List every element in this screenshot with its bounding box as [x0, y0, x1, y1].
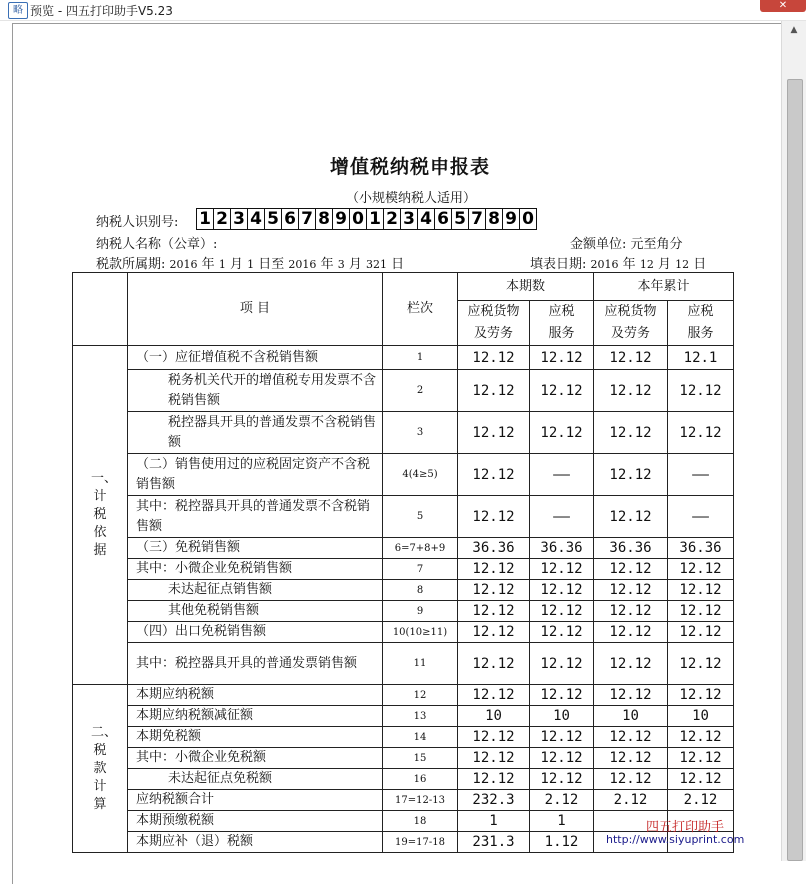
- fill-date-month-label: 月: [657, 257, 671, 272]
- row-value-cell: 1: [458, 811, 530, 832]
- row-value-cell: 12.12: [458, 370, 530, 412]
- header-item: 项 目: [128, 273, 383, 346]
- fill-date-year-label: 年: [622, 257, 636, 272]
- table-row: [73, 790, 734, 811]
- vertical-scrollbar[interactable]: [781, 21, 806, 861]
- row-value-cell: 12.12: [668, 769, 734, 790]
- taxpayer-id-digit: 8: [316, 209, 333, 229]
- row-value-cell: 12.12: [458, 601, 530, 622]
- row-value-cell: 12.12: [668, 370, 734, 412]
- row-value-cell: 10: [530, 706, 594, 727]
- row-value-cell: 12.12: [594, 727, 668, 748]
- row-value-cell: 12.12: [594, 769, 668, 790]
- close-button[interactable]: ✕: [760, 0, 806, 12]
- row-item-label: 其中：小微企业免税额: [128, 748, 383, 769]
- row-item-label: 其中：税控器具开具的普通发票不含税销售额: [128, 496, 383, 538]
- row-item-label: 其中：税控器具开具的普通发票销售额: [128, 643, 383, 685]
- form-subtitle: （小规模纳税人适用）: [346, 191, 477, 206]
- row-value-cell: 12.12: [594, 748, 668, 769]
- row-item-label: 未达起征点销售额: [128, 580, 383, 601]
- row-value-cell: 36.36: [594, 538, 668, 559]
- row-item-label: 本期预缴税额: [128, 811, 383, 832]
- row-value-cell: 12.12: [530, 601, 594, 622]
- row-value-cell: 12.12: [594, 643, 668, 685]
- row-column-no: 15: [383, 748, 458, 769]
- header-goods-services: [458, 301, 530, 346]
- row-value-cell: 12.12: [458, 412, 530, 454]
- row-value-cell: 12.12: [594, 454, 668, 496]
- row-value-cell: 36.36: [668, 538, 734, 559]
- taxpayer-id-digit: 0: [522, 209, 534, 229]
- row-value-cell: 12.12: [530, 622, 594, 643]
- row-value-cell: 12.12: [530, 412, 594, 454]
- fill-date-month: 12: [639, 258, 654, 271]
- window-title: 预览 - 四五打印助手V5.23: [30, 4, 173, 18]
- header-ytd-goods-services: [594, 301, 668, 346]
- taxpayer-id-digit: 9: [503, 209, 520, 229]
- taxpayer-id-digit: 2: [214, 209, 231, 229]
- row-value-cell: 12.12: [594, 580, 668, 601]
- row-column-no: 13: [383, 706, 458, 727]
- row-value-cell: 12.12: [668, 643, 734, 685]
- fill-date: [530, 253, 706, 272]
- row-value-cell: ——: [668, 496, 734, 538]
- row-value-cell: 2.12: [530, 790, 594, 811]
- row-value-cell: 12.12: [594, 622, 668, 643]
- row-value-cell: 12.12: [594, 559, 668, 580]
- taxpayer-id-digit: 5: [452, 209, 469, 229]
- row-value-cell: 12.12: [594, 346, 668, 370]
- row-value-cell: 36.36: [458, 538, 530, 559]
- header-ytd-services-line2: 服务: [687, 326, 714, 341]
- header-services-line1: 应税: [548, 304, 575, 319]
- row-item-label: 税务机关代开的增值税专用发票不含税销售额: [128, 370, 383, 412]
- row-column-no: 10(10≥11): [383, 622, 458, 643]
- row-value-cell: 12.12: [594, 412, 668, 454]
- row-value-cell: 12.12: [668, 727, 734, 748]
- row-value-cell: 12.12: [530, 727, 594, 748]
- row-item-label: 税控器具开具的普通发票不含税销售额: [128, 412, 383, 454]
- row-item-label: （一）应征增值税不含税销售额: [128, 346, 383, 370]
- row-value-cell: 12.12: [530, 370, 594, 412]
- row-value-cell: 12.12: [530, 580, 594, 601]
- header-ytd-services-line1: 应税: [687, 304, 714, 319]
- row-value-cell: 12.12: [668, 622, 734, 643]
- taxpayer-id-digit: 6: [435, 209, 452, 229]
- tax-period-end-month: 3: [337, 258, 345, 271]
- row-value-cell: 2.12: [668, 790, 734, 811]
- taxpayer-id-digit: 9: [333, 209, 350, 229]
- table-row: [73, 811, 734, 832]
- section-label-text: 二、税款计算: [91, 724, 118, 812]
- row-item-label: （三）免税销售额: [128, 538, 383, 559]
- section-label: [73, 685, 128, 853]
- row-item-label: 应纳税额合计: [128, 790, 383, 811]
- taxpayer-id-digit: 3: [401, 209, 418, 229]
- row-value-cell: 10: [458, 706, 530, 727]
- tax-period-end-year: 2016: [288, 258, 317, 271]
- table-row: [73, 454, 734, 496]
- tax-period-start-day: 1: [247, 258, 255, 271]
- taxpayer-id-digit: 1: [197, 209, 214, 229]
- fill-date-year: 2016: [590, 258, 619, 271]
- header-ytd-goods-services-line2: 及劳务: [610, 326, 650, 341]
- row-item-label: 其他免税销售额: [128, 601, 383, 622]
- table-row: [73, 559, 734, 580]
- row-column-no: 18: [383, 811, 458, 832]
- row-value-cell: 12.12: [458, 346, 530, 370]
- row-item-label: 其中：小微企业免税销售额: [128, 559, 383, 580]
- table-row: [73, 538, 734, 559]
- taxpayer-name-label: 纳税人名称（公章）:: [96, 237, 218, 252]
- row-column-no: 16: [383, 769, 458, 790]
- row-value-cell: 12.12: [594, 685, 668, 706]
- row-value-cell: 12.12: [668, 412, 734, 454]
- table-row: [73, 496, 734, 538]
- watermark-text: 四五打印助手: [646, 820, 725, 835]
- row-value-cell: 12.12: [530, 559, 594, 580]
- header-current-period: 本期数: [458, 273, 594, 301]
- tax-return-table: [72, 272, 734, 853]
- taxpayer-id-digit: 3: [231, 209, 248, 229]
- table-row: [73, 727, 734, 748]
- section-label: [73, 346, 128, 685]
- row-value-cell: 12.12: [458, 622, 530, 643]
- row-value-cell: 12.1: [668, 346, 734, 370]
- row-value-cell: 12.12: [530, 748, 594, 769]
- header-goods-services-line2: 及劳务: [473, 326, 513, 341]
- row-value-cell: 12.12: [458, 685, 530, 706]
- row-value-cell: 1.12: [530, 832, 594, 853]
- row-value-cell: 12.12: [594, 496, 668, 538]
- tax-period-end-day: 321: [366, 258, 388, 271]
- row-value-cell: 36.36: [530, 538, 594, 559]
- header-services-line2: 服务: [548, 326, 575, 341]
- taxpayer-id-digit: 6: [282, 209, 299, 229]
- watermark-url: http://www.siyuprint.com: [606, 833, 745, 846]
- scroll-thumb[interactable]: [787, 79, 803, 861]
- tax-period-month-label-1: 月: [229, 257, 243, 272]
- row-value-cell: 232.3: [458, 790, 530, 811]
- header-ytd-goods-services-line1: 应税货物: [604, 304, 657, 319]
- tax-period-start-year: 2016: [169, 258, 198, 271]
- row-value-cell: 10: [668, 706, 734, 727]
- row-item-label: 本期应补（退）税额: [128, 832, 383, 853]
- tax-period-year-label-2: 年: [320, 257, 334, 272]
- app-icon: 略: [8, 2, 28, 19]
- table-row: [73, 706, 734, 727]
- table-row: [73, 580, 734, 601]
- row-column-no: 6=7+8+9: [383, 538, 458, 559]
- taxpayer-id-digit: 4: [248, 209, 265, 229]
- row-value-cell: 12.12: [458, 559, 530, 580]
- row-column-no: 4(4≥5): [383, 454, 458, 496]
- fill-date-prefix: 填表日期:: [530, 257, 587, 272]
- fill-date-day: 12: [675, 258, 690, 271]
- row-value-cell: 12.12: [530, 346, 594, 370]
- window-titlebar: [0, 0, 806, 21]
- tax-period-prefix: 税款所属期:: [96, 257, 166, 272]
- row-item-label: 本期应纳税额减征额: [128, 706, 383, 727]
- taxpayer-id-digit: 5: [265, 209, 282, 229]
- row-value-cell: 12.12: [594, 370, 668, 412]
- tax-period-start-month: 1: [218, 258, 226, 271]
- row-item-label: （四）出口免税销售额: [128, 622, 383, 643]
- row-value-cell: ——: [668, 454, 734, 496]
- row-column-no: 14: [383, 727, 458, 748]
- row-column-no: 17=12-13: [383, 790, 458, 811]
- row-value-cell: 12.12: [594, 601, 668, 622]
- row-value-cell: ——: [530, 496, 594, 538]
- row-item-label: 未达起征点免税额: [128, 769, 383, 790]
- row-value-cell: 2.12: [594, 790, 668, 811]
- header-year-to-date: 本年累计: [594, 273, 734, 301]
- header-services: [530, 301, 594, 346]
- tax-period: [96, 253, 404, 272]
- row-column-no: 8: [383, 580, 458, 601]
- taxpayer-id-boxes: [196, 208, 537, 230]
- row-column-no: 5: [383, 496, 458, 538]
- corner-cell: [73, 273, 128, 346]
- row-value-cell: 12.12: [668, 748, 734, 769]
- taxpayer-id-digit: 7: [299, 209, 316, 229]
- row-column-no: 12: [383, 685, 458, 706]
- row-value-cell: 12.12: [458, 748, 530, 769]
- row-value-cell: 12.12: [458, 643, 530, 685]
- section-label-text: 一、计税依据: [91, 471, 118, 558]
- table-row: [73, 643, 734, 685]
- tax-period-day-label-1: 日至: [258, 257, 285, 272]
- taxpayer-id-digit: 8: [486, 209, 503, 229]
- row-item-label: （二）销售使用过的应税固定资产不含税销售额: [128, 454, 383, 496]
- form-title: 增值税纳税申报表: [330, 156, 491, 178]
- row-value-cell: 12.12: [458, 496, 530, 538]
- row-column-no: 2: [383, 370, 458, 412]
- tax-period-month-label-2: 月: [348, 257, 362, 272]
- table-row: [73, 769, 734, 790]
- row-value-cell: 10: [594, 706, 668, 727]
- row-value-cell: ——: [530, 454, 594, 496]
- row-value-cell: 12.12: [458, 580, 530, 601]
- row-value-cell: 12.12: [458, 727, 530, 748]
- row-item-label: 本期应纳税额: [128, 685, 383, 706]
- header-column-no: 栏次: [383, 273, 458, 346]
- scroll-up-icon[interactable]: ▲: [790, 25, 798, 35]
- row-value-cell: 12.12: [458, 454, 530, 496]
- tax-period-year-label-1: 年: [201, 257, 215, 272]
- row-value-cell: 12.12: [458, 769, 530, 790]
- table-row: [73, 601, 734, 622]
- row-value-cell: 1: [530, 811, 594, 832]
- row-column-no: 1: [383, 346, 458, 370]
- row-value-cell: 231.3: [458, 832, 530, 853]
- amount-unit-label: 金额单位: 元至角分: [570, 237, 683, 252]
- taxpayer-id-digit: 4: [418, 209, 435, 229]
- taxpayer-id-digit: 7: [469, 209, 486, 229]
- row-value-cell: 12.12: [530, 643, 594, 685]
- table-row: [73, 748, 734, 769]
- fill-date-day-label: 日: [693, 257, 707, 272]
- row-column-no: 9: [383, 601, 458, 622]
- header-goods-services-line1: 应税货物: [467, 304, 520, 319]
- row-item-label: 本期免税额: [128, 727, 383, 748]
- row-column-no: 3: [383, 412, 458, 454]
- taxpayer-id-digit: 1: [367, 209, 384, 229]
- row-column-no: 11: [383, 643, 458, 685]
- row-column-no: 7: [383, 559, 458, 580]
- row-value-cell: 12.12: [668, 559, 734, 580]
- taxpayer-id-label: 纳税人识别号:: [96, 215, 179, 230]
- row-value-cell: 12.12: [530, 685, 594, 706]
- row-column-no: 19=17-18: [383, 832, 458, 853]
- table-row: [73, 685, 734, 706]
- row-value-cell: 12.12: [668, 601, 734, 622]
- table-row: [73, 346, 734, 370]
- header-ytd-services: [668, 301, 734, 346]
- table-row: [73, 370, 734, 412]
- taxpayer-id-digit: 0: [350, 209, 367, 229]
- tax-period-day-label-2: 日: [391, 257, 405, 272]
- taxpayer-id-digit: 2: [384, 209, 401, 229]
- row-value-cell: 12.12: [668, 685, 734, 706]
- table-row: [73, 412, 734, 454]
- row-value-cell: 12.12: [668, 580, 734, 601]
- table-row: [73, 622, 734, 643]
- row-value-cell: 12.12: [530, 769, 594, 790]
